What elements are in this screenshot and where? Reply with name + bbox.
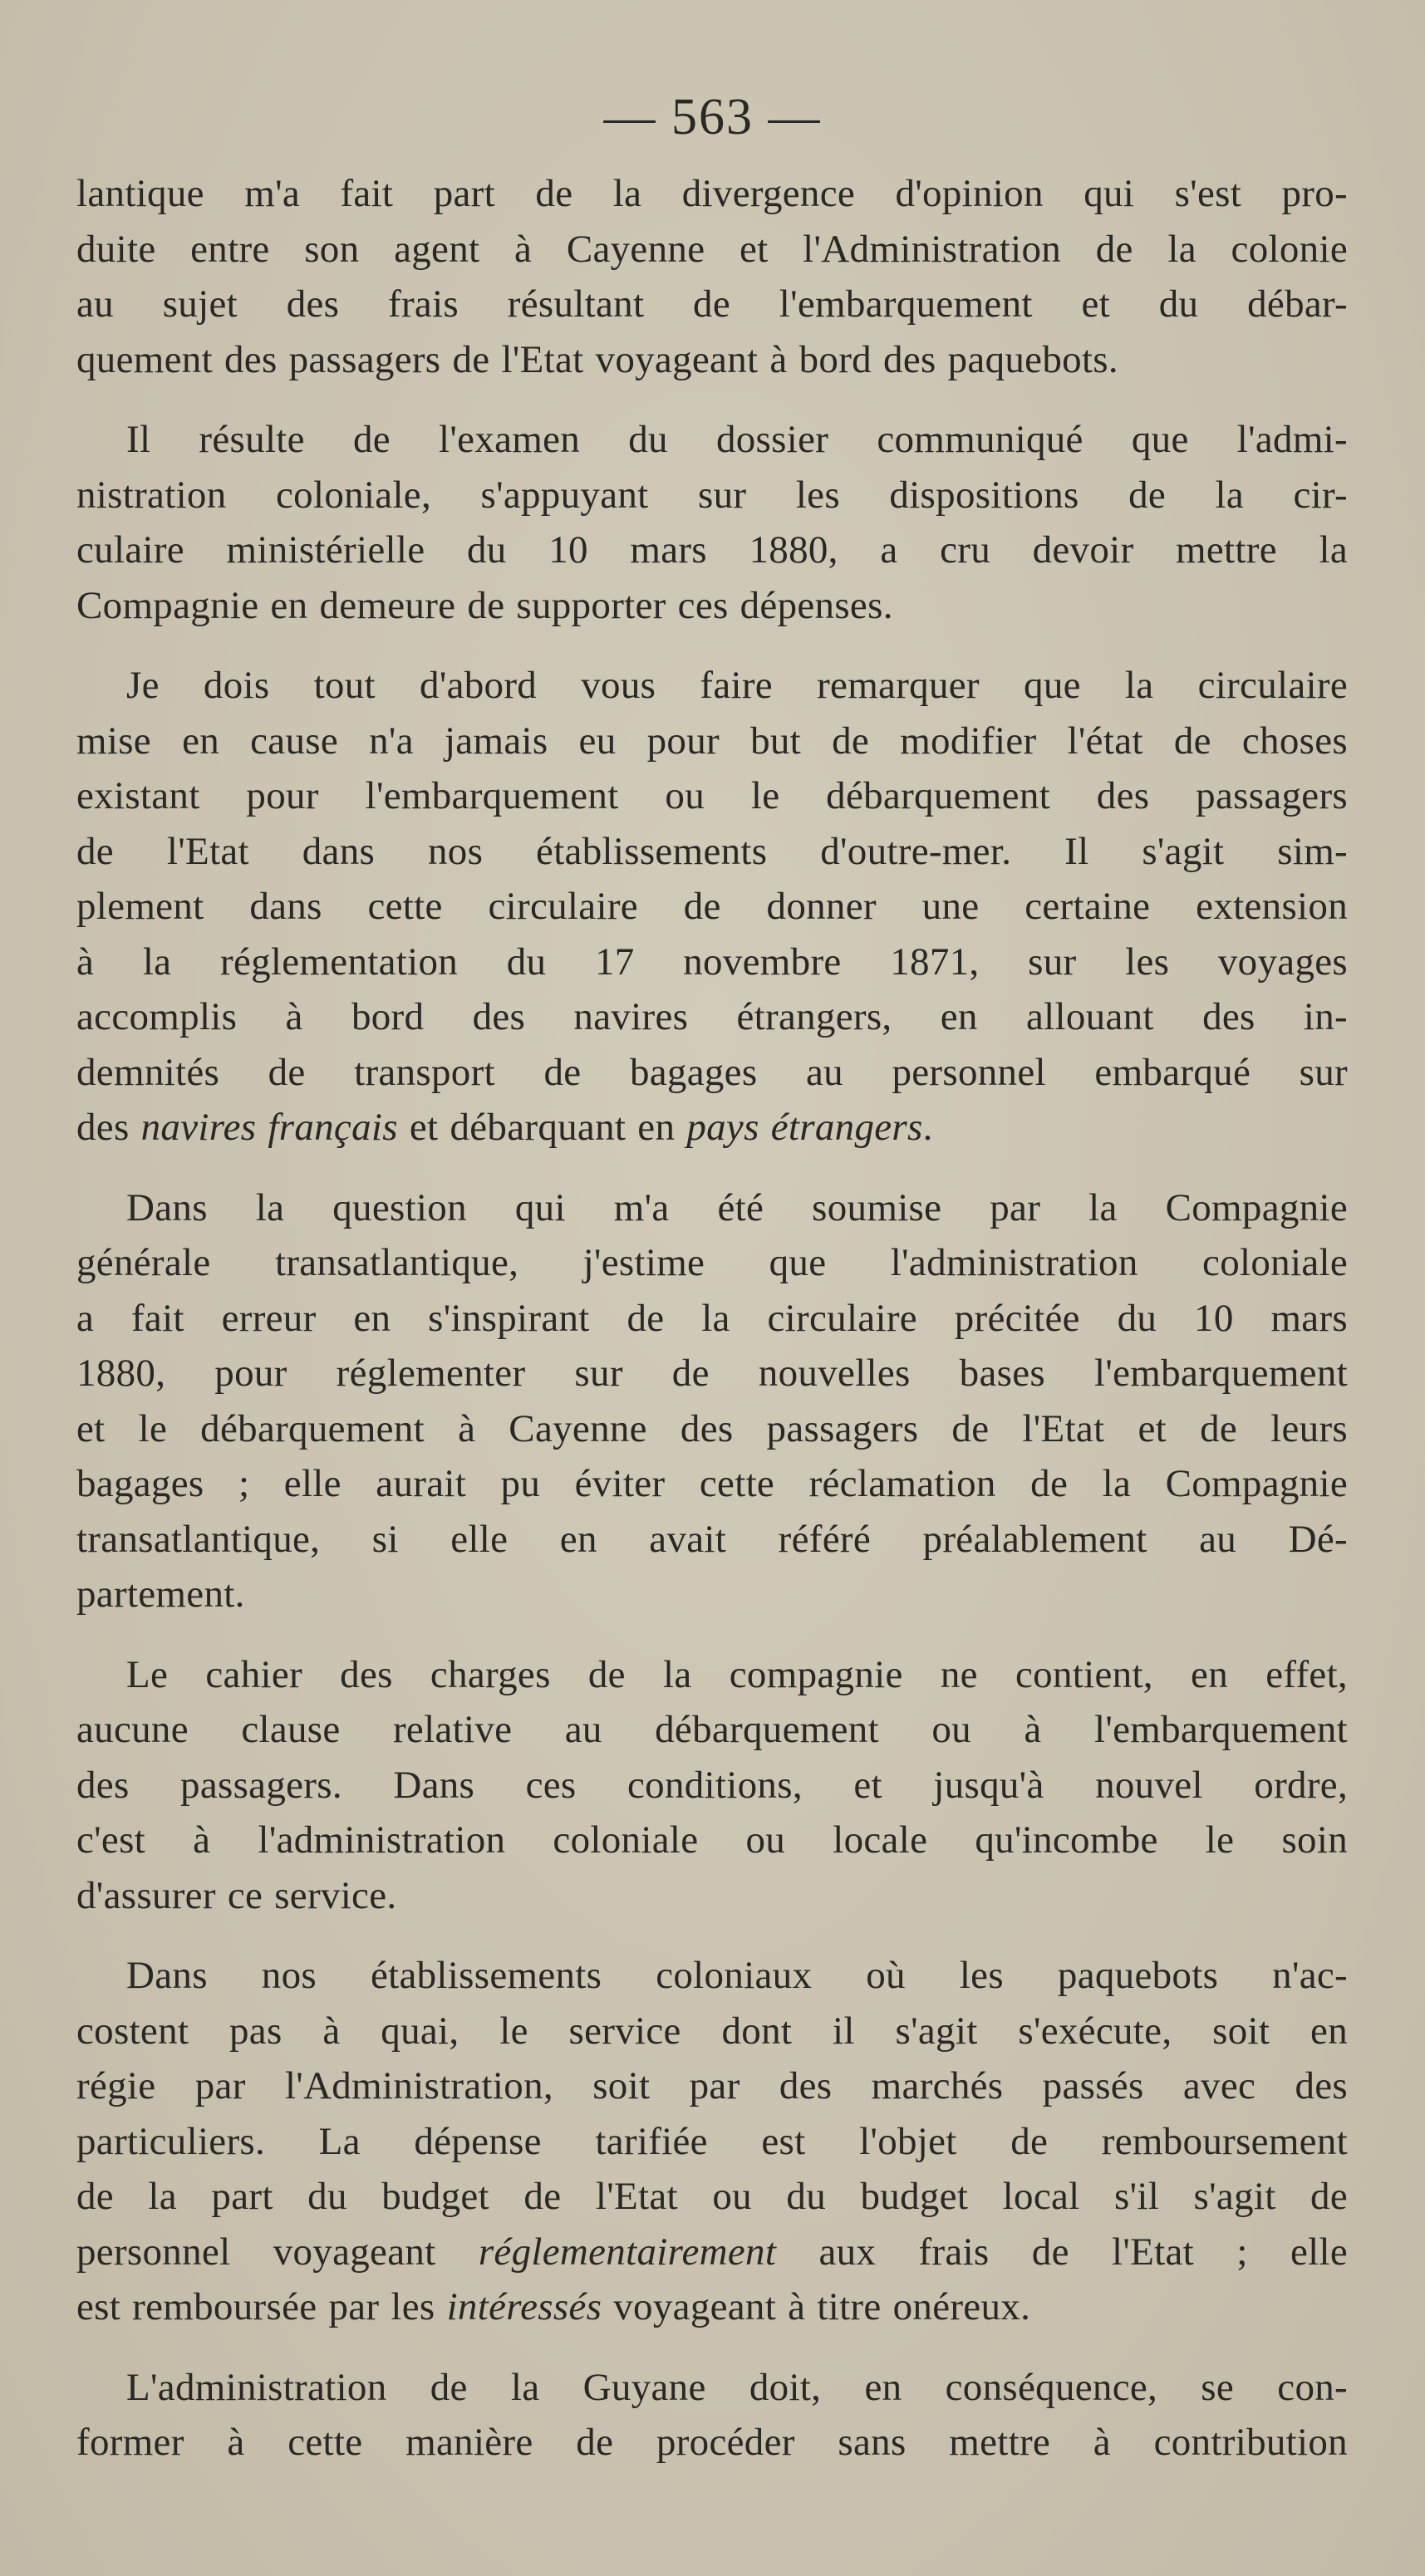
text-line: de la part du budget de l'Etat ou du budget local s'il s'agit de bbox=[76, 2175, 1348, 2218]
text-line: d'assurer ce service. bbox=[76, 1873, 397, 1917]
text-line: Je dois tout d'abord vous faire remarquer que la circulaire bbox=[126, 664, 1348, 707]
text-line: L'administration de la Guyane doit, en conséquence, se con- bbox=[126, 2365, 1348, 2409]
paragraph-4 bbox=[76, 1180, 1348, 1622]
text-line: costent pas à quai, le service dont il s'agit s'exécute, soit en bbox=[76, 2009, 1348, 2053]
text-line: former à cette manière de procéder sans mettre à contribution bbox=[76, 2421, 1348, 2464]
text-line: existant pour l'embarquement ou le débarquement des passagers bbox=[76, 774, 1348, 817]
paragraph-5 bbox=[76, 1647, 1348, 1924]
text-line bbox=[76, 2225, 1348, 2280]
text-line: plement dans cette circulaire de donner une certaine extension bbox=[76, 885, 1348, 928]
paragraph-2 bbox=[76, 412, 1348, 633]
text-run: voyageant à titre onéreux. bbox=[602, 2285, 1031, 2328]
text-line: transatlantique, si elle en avait référé préalablement au Dé- bbox=[76, 1517, 1348, 1561]
italic-text: réglementairement bbox=[478, 2230, 777, 2274]
paragraph-7 bbox=[76, 2360, 1348, 2471]
text-line: lantique m'a fait part de la divergence d'opinion qui s'est pro- bbox=[76, 172, 1348, 215]
text-line: Il résulte de l'examen du dossier communiqué que l'admi- bbox=[126, 418, 1348, 461]
text-run: des bbox=[76, 1106, 141, 1149]
text-line: 1880, pour réglementer sur de nouvelles bases l'embarquement bbox=[76, 1352, 1348, 1395]
text-line: c'est à l'administration coloniale ou locale qu'incombe le soin bbox=[76, 1818, 1348, 1862]
text-line bbox=[76, 2279, 1348, 2335]
text-run: aux frais de l'Etat ; elle bbox=[776, 2230, 1348, 2274]
text-line: a fait erreur en s'inspirant de la circulaire précitée du 10 mars bbox=[76, 1296, 1348, 1340]
text-line: culaire ministérielle du 10 mars 1880, a cru devoir mettre la bbox=[76, 528, 1348, 572]
text-run: personnel voyageant bbox=[76, 2230, 479, 2274]
text-run: est remboursée par les bbox=[76, 2285, 447, 2328]
text-line: et le débarquement à Cayenne des passagers de l'Etat et de leurs bbox=[76, 1406, 1348, 1450]
page-number: — 563 — bbox=[603, 89, 822, 145]
text-line: à la réglementation du 17 novembre 1871, sur les voyages bbox=[76, 940, 1348, 984]
text-line: demnités de transport de bagages au personnel embarqué sur bbox=[76, 1050, 1348, 1094]
italic-text: navires français bbox=[140, 1106, 398, 1149]
text-line: aucune clause relative au débarquement ou à l'embarquement bbox=[76, 1708, 1348, 1751]
text-line: Dans la question qui m'a été soumise par la Compagnie bbox=[126, 1185, 1348, 1229]
text-line: quement des passagers de l'Etat voyageant à bord des paquebots. bbox=[76, 337, 1118, 381]
paragraph-1 bbox=[76, 166, 1348, 387]
text-line: accomplis à bord des navires étrangers, en allouant des in- bbox=[76, 995, 1348, 1038]
text-line: des passagers. Dans ces conditions, et jusqu'à nouvel ordre, bbox=[76, 1763, 1348, 1807]
text-run: et débarquant en bbox=[397, 1106, 687, 1149]
text-line: Dans nos établissements coloniaux où les paquebots n'ac- bbox=[126, 1954, 1348, 1997]
paragraph-6 bbox=[76, 1948, 1348, 2335]
text-line: particuliers. La dépense tarifiée est l'objet de remboursement bbox=[76, 2119, 1348, 2163]
text-line: bagages ; elle aurait pu éviter cette réclamation de la Compagnie bbox=[76, 1462, 1348, 1505]
text-line: au sujet des frais résultant de l'embarquement et du débar- bbox=[76, 282, 1348, 326]
text-line: partement. bbox=[76, 1573, 245, 1616]
text-line: de l'Etat dans nos établissements d'outre-mer. Il s'agit sim- bbox=[76, 829, 1348, 873]
body-text bbox=[76, 166, 1348, 2495]
text-line bbox=[76, 1100, 1348, 1156]
text-line: régie par l'Administration, soit par des marchés passés avec des bbox=[76, 2064, 1348, 2107]
text-line: Compagnie en demeure de supporter ces dépenses. bbox=[76, 583, 893, 627]
italic-text: pays étrangers bbox=[686, 1106, 923, 1149]
italic-text: intéressés bbox=[446, 2285, 602, 2328]
text-line: duite entre son agent à Cayenne et l'Administration de la colonie bbox=[76, 227, 1348, 271]
text-line: Le cahier des charges de la compagnie ne contient, en effet, bbox=[126, 1652, 1348, 1696]
text-run: . bbox=[922, 1106, 933, 1149]
text-line: mise en cause n'a jamais eu pour but de modifier l'état de choses bbox=[76, 719, 1348, 763]
paragraph-3 bbox=[76, 658, 1348, 1156]
text-line: nistration coloniale, s'appuyant sur les dispositions de la cir- bbox=[76, 473, 1348, 517]
text-line: générale transatlantique, j'estime que l'administration coloniale bbox=[76, 1241, 1348, 1284]
